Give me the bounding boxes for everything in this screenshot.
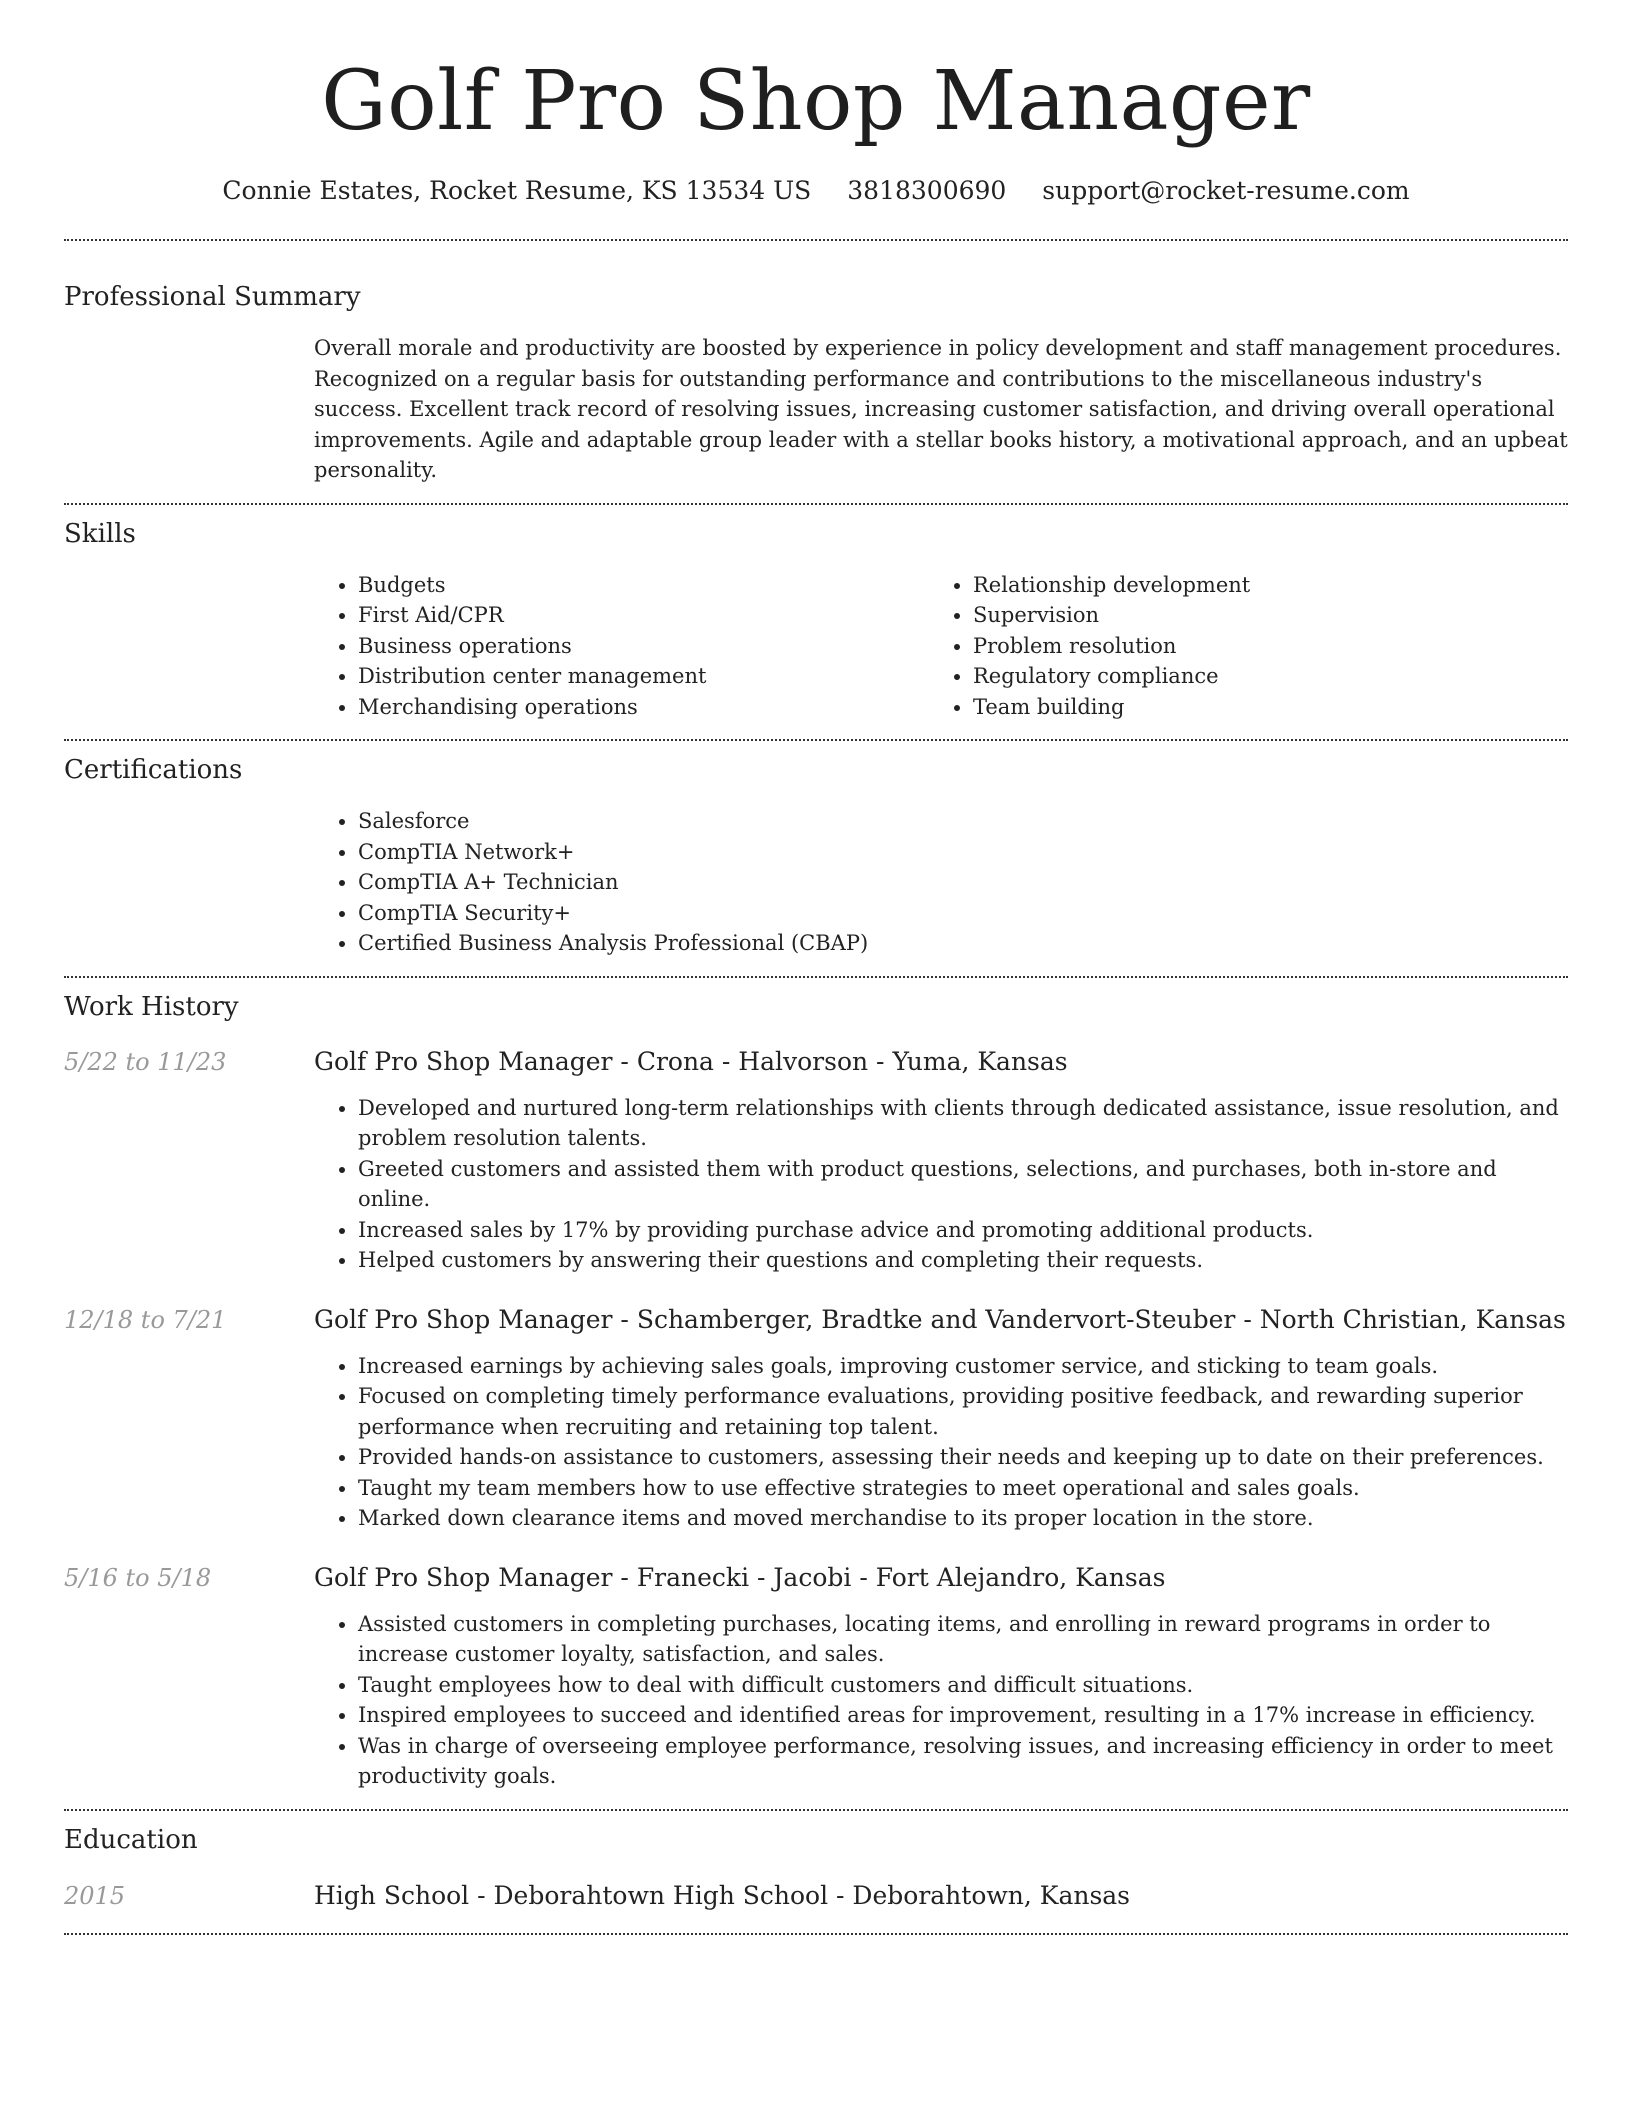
education-title: Education [64, 1824, 198, 1855]
job-bullet: • Increased earnings by achieving sales goals, improving customer service, and sticking to team goals. [358, 1351, 1568, 1382]
resume-name: Golf Pro Shop Manager [321, 54, 1311, 149]
summary-text: Overall morale and productivity are boosted by experience in policy development and staff management procedures. Recognized on a regular basis for outstanding performance and contributions to the miscellaneous industry's success. Excellent track record of resolving issues, increasing customer satisfaction, and driving overall operational improvements. Agile and adaptable group leader with a stellar books history, a motivational approach, and an upbeat personality. [314, 336, 1568, 482]
job-header [64, 1303, 1568, 1337]
job-header [64, 1561, 1568, 1595]
job-title: Golf Pro Shop Manager - Franecki - Jacobi - Fort Alejandro, Kansas [314, 1562, 1166, 1592]
certifications-title: Certifications [64, 755, 243, 785]
job-title: Golf Pro Shop Manager - Crona - Halvorson - Yuma, Kansas [314, 1046, 1068, 1076]
education-section [64, 1811, 1568, 1913]
job-bullet: • Taught my team members how to use effective strategies to meet operational and sales goals. [358, 1473, 1568, 1504]
contact-line [64, 174, 1568, 208]
resume-page [64, 0, 1568, 1935]
skills-section [64, 505, 1568, 723]
skill-item: • Relationship development [973, 570, 1544, 601]
skill-item: • Budgets [358, 570, 929, 601]
job-title: Golf Pro Shop Manager - Schamberger, Bradtke and Vandervort-Steuber - North Christian, Kansas [314, 1304, 1566, 1334]
contact-phone: 3818300690 [847, 176, 1007, 205]
job-entry [64, 1045, 1568, 1276]
job-entry [64, 1561, 1568, 1792]
skill-item: • Distribution center management [358, 661, 929, 692]
skill-item: • Team building [973, 692, 1544, 723]
job-dates: 12/18 to 7/21 [64, 1305, 227, 1334]
education-year: 2015 [64, 1881, 126, 1910]
job-header [64, 1045, 1568, 1079]
job-bullet: • Assisted customers in completing purchases, locating items, and enrolling in reward programs in order to increase customer loyalty, satisfaction, and sales. [358, 1609, 1568, 1670]
job-bullet: • Increased sales by 17% by providing purchase advice and promoting additional products. [358, 1215, 1568, 1246]
divider [64, 1933, 1568, 1935]
certification-item: • CompTIA A+ Technician [358, 867, 1568, 898]
job-bullets [314, 1351, 1568, 1534]
summary-title: Professional Summary [64, 282, 361, 312]
job-dates: 5/22 to 11/23 [64, 1047, 227, 1076]
skills-list-left [314, 570, 929, 723]
contact-email: support@rocket-resume.com [1042, 176, 1410, 205]
certification-item: • Certified Business Analysis Professional (CBAP) [358, 928, 1568, 959]
education-heading: High School - Deborahtown High School - Deborahtown, Kansas [314, 1880, 1131, 1910]
job-bullet: • Provided hands-on assistance to customers, assessing their needs and keeping up to date on their preferences. [358, 1442, 1568, 1473]
certifications-section [64, 741, 1568, 959]
work-title: Work History [64, 991, 239, 1022]
certification-item: • CompTIA Security+ [358, 898, 1568, 929]
skill-item: • Business operations [358, 631, 929, 662]
skills-columns [314, 570, 1568, 723]
job-bullet: • Inspired employees to succeed and identified areas for improvement, resulting in a 17% increase in efficiency. [358, 1700, 1568, 1731]
job-bullet: • Greeted customers and assisted them with product questions, selections, and purchases, both in-store and online. [358, 1154, 1568, 1215]
certification-item: • CompTIA Network+ [358, 837, 1568, 868]
certifications-list [314, 806, 1568, 959]
education-entry [64, 1879, 1568, 1913]
job-bullets [314, 1609, 1568, 1792]
skills-list-right [929, 570, 1544, 723]
skill-item: • Supervision [973, 600, 1544, 631]
skill-item: • Regulatory compliance [973, 661, 1544, 692]
job-bullet: • Marked down clearance items and moved merchandise to its proper location in the store. [358, 1503, 1568, 1534]
skill-item: • Problem resolution [973, 631, 1544, 662]
job-bullet: • Was in charge of overseeing employee performance, resolving issues, and increasing efficiency in order to meet productivity goals. [358, 1731, 1568, 1792]
certifications-content [314, 806, 1568, 959]
skills-title: Skills [64, 518, 136, 549]
skill-item: • First Aid/CPR [358, 600, 929, 631]
contact-address: Connie Estates, Rocket Resume, KS 13534 US [222, 176, 812, 205]
job-entry [64, 1303, 1568, 1534]
work-section [64, 978, 1568, 1792]
job-bullet: • Developed and nurtured long-term relationships with clients through dedicated assistance, issue resolution, and problem resolution talents. [358, 1093, 1568, 1154]
skill-item: • Merchandising operations [358, 692, 929, 723]
job-bullets [314, 1093, 1568, 1276]
certification-item: • Salesforce [358, 806, 1568, 837]
job-bullet: • Taught employees how to deal with difficult customers and difficult situations. [358, 1670, 1568, 1701]
job-bullet: • Focused on completing timely performance evaluations, providing positive feedback, and rewarding superior performance when recruiting and retaining top talent. [358, 1381, 1568, 1442]
job-bullet: • Helped customers by answering their questions and completing their requests. [358, 1245, 1568, 1276]
job-dates: 5/16 to 5/18 [64, 1563, 212, 1592]
summary-section [64, 241, 1568, 486]
summary-content [314, 333, 1568, 486]
